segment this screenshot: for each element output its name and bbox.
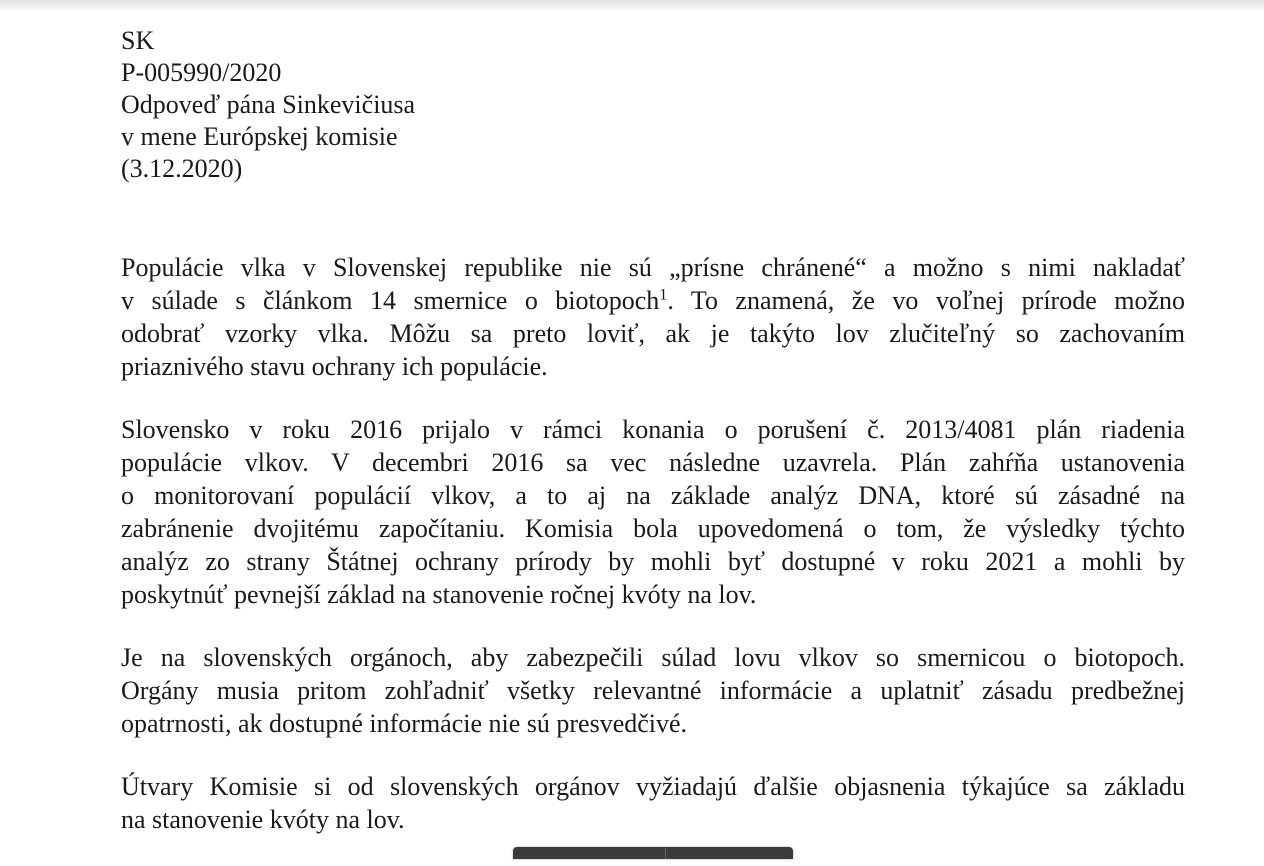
text-line: v súlade s článkom 14 smernice o biotopoch$^1$. To znamená, že vo voľnej prírode možno [121,286,1185,315]
text-line: Populácie vlka v Slovenskej republike nie sú „prísne chránené“ a možno s nimi nakladať [121,253,1185,282]
paragraph [121,251,1185,383]
pdf-toolbar[interactable] [513,847,793,859]
text-line: populácie vlkov. V decembri 2016 sa vec následne uzavrela. Plán zahŕňa ustanovenia [121,448,1185,477]
date-line: (3.12.2020) [121,154,243,183]
paragraph [121,641,1185,740]
answer-title: Odpoveď pána Sinkevičiusa [121,90,416,119]
paragraph [121,413,1185,611]
text-line: Útvary Komisie si od slovenských orgánov vyžiadajú ďalšie objasnenia týkajúce sa základu [121,772,1185,801]
language-tag: SK [121,26,155,55]
document-header [121,25,1185,185]
text-line: poskytnúť pevnejší základ na stanovenie ročnej kvóty na lov. [121,580,757,609]
text-line: o monitorovaní populácií vlkov, a to aj na základe analýz DNA, ktoré sú zásadné na [121,481,1185,510]
text-line: priaznivého stavu ochrany ich populácie. [121,352,548,381]
reference-number: P-005990/2020 [121,58,282,87]
document-paragraphs [121,251,1185,866]
text-line: Slovensko v roku 2016 prijalo v rámci konania o porušení č. 2013/4081 plán riadenia [121,415,1185,444]
on-behalf-line: v mene Európskej komisie [121,122,398,151]
text-line: odobrať vzorky vlka. Môžu sa preto loviť, ak je takýto lov zlučiteľný so zachovaním [121,319,1185,348]
text-line: zabránenie dvojitému započítaniu. Komisia bola upovedomená o tom, že výsledky týchto [121,514,1185,543]
text-line: Je na slovenských orgánoch, aby zabezpečili súlad lovu vlkov so smernicou o biotopoch. [121,643,1185,672]
text-line: opatrnosti, ak dostupné informácie nie sú presvedčivé. [121,709,688,738]
text-line: Orgány musia pritom zohľadniť všetky relevantné informácie a uplatniť zásadu predbežnej [121,676,1185,705]
footnote-ref: 1 [659,286,668,304]
text-line: analýz zo strany Štátnej ochrany prírody by mohli byť dostupné v roku 2021 a mohli by [121,547,1185,576]
paragraph [121,770,1185,836]
top-edge-shadow [0,0,1264,12]
text-line: na stanovenie kvóty na lov. [121,805,405,834]
